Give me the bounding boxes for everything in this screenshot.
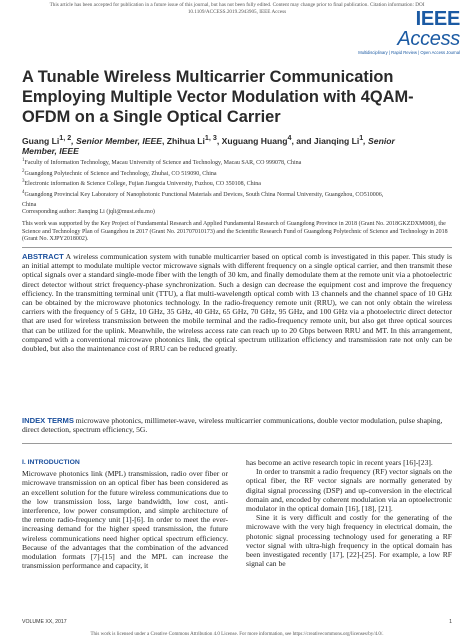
author-list: [22, 133, 452, 157]
footer-volume: VOLUME XX, 2017: [22, 619, 67, 625]
affiliation-3: $^3$Electronic information & Science College, Fujian Jiangxia University, Fuzhou, CO 350108, China: [22, 179, 261, 188]
column-right: [246, 458, 452, 568]
abstract: [22, 252, 452, 353]
divider-top: [22, 247, 452, 248]
author-4-role: , Senior: [363, 135, 395, 146]
intro-paragraph-2: In order to transmit a radio frequency (RF) vector signals on the optical fiber, the RF vector signals are normally generated by digital signal processing (DSP) and up-conversion in the electrical domain and, encoded by coherent modulation via an optoelectronic modulator in the optical domain [16], [18], [21].: [246, 467, 452, 514]
footer-page-number: 1: [449, 619, 452, 625]
affiliation-4-cont: China: [22, 202, 37, 209]
logo-access: Access: [397, 28, 460, 50]
author-4-sup: 1: [359, 134, 364, 142]
author-4: , and Jianqing Li: [291, 135, 360, 146]
abstract-text: A wireless communication system with tunable multicarrier based on optical comb is investigated in this paper. This study is an initial attempt to modulate multiple vector microwave signals with different frequency on a single optical carrier, and then transmit these optical signals over a standard single-mode fiber with the length of 30 km, and finally demodulate them at the remote unit via a photoelectric direct detector without strict frequency-phase synchronization. Such a design can decrease the equipment cost and improve the frequency efficiency. In the transmitting terminal unit (TTU), a flat multi-wavelength optical comb with 13 channels and the channel space of 10 GHz can be obtained by the microwave photonics technology. In the radio-frequency remote unit (RRU), we can not only obtain the wireless carriers with the frequency of 5 GHz, 10 GHz, 35 GHz, 40 GHz, 65 GHz, 70 GHz, 95 GHz, and 100 GHz via a photoelectric direct detector that are used for wireless transmission between the mobile terminal and the radio-frequency remote unit, but also get three optical sources that can be utilized for the uplink. Meanwhile, the wireless access rate can reach up to 20 Gbps between RRU and MT. In this arrangement, compared with a conventional microwave photonics link, the optical spectrum utilization efficiency and transmission rate not only can be doubled, but also the maintenance cost of RRU can be reduced greatly.: [22, 252, 452, 354]
affiliations: [22, 157, 452, 210]
index-terms-label: INDEX TERMS: [22, 416, 74, 425]
column-left: [22, 458, 228, 570]
footer-license: This work is licensed under a Creative Commons Attribution 4.0 License. For more information, see https://creativecommons.org/licenses/by/4.0/.: [90, 632, 384, 637]
corresponding-author: Corresponding author: Jianqing Li (jqli@must.edu.mo): [22, 209, 155, 215]
abstract-label: ABSTRACT: [22, 252, 64, 261]
affiliation-4: $^4$Guangdong Provincial Key Laboratory of Nanophotonic Functional Materials and Devices, South China Normal University, Guangzhou, CO510006,: [22, 189, 384, 198]
ieee-access-logo: [350, 9, 460, 55]
author-2: , Zhihua Li: [161, 135, 205, 146]
index-terms-text: microwave photonics, millimeter-wave, wireless multicarrier communications, double vector modulation, pulse shaping, direct detection, spectrum efficiency, 5G.: [22, 416, 443, 435]
author-role-line-2: Member, IEEE: [22, 146, 79, 157]
section-heading-introduction: I. INTRODUCTION: [22, 459, 80, 466]
intro-paragraph-1: Microwave photonics link (MPL) transmission, radio over fiber or microwave transmission on an optical fiber has been considered as an excellent solution for the future wireless communications due to the low transmission loss, large bandwidth, low cost, anti-interference, low power consumption, and simple architecture of the remote radio-frequency unit [1]-[6]. In order to meet the ever-increasing demand for the higher speed transmission, the future wireless communications need higher optical spectrum efficiency. Because of the advantages that the combination of the advanced modulation formats [7]-[15] and the MPL can increase the transmission performance and capacity, it: [22, 469, 228, 571]
author-1-role: , Senior Member, IEEE: [71, 135, 162, 146]
notice-line-2: 10.1109/ACCESS.2019.2943905, IEEE Access: [187, 8, 287, 15]
logo-ieee: IEEE: [415, 8, 460, 30]
author-3: , Xuguang Huang: [216, 135, 288, 146]
author-2-sup: 1, 3: [204, 134, 217, 142]
logo-tagline: Multidisciplinary | Rapid Review | Open Access Journal: [358, 50, 460, 55]
funding-statement: This work was supported by the Key Project of Fundamental Research and Applied Fundamental Research of Guangdong Province in 2018 (Grant No. 2018GKZDXM008), the Science and Technology Plan of Guangzhou in 2017 (Grant No. 201707010173) and the Scientific Research Fund of Guangdong Polytechnic of Science and Technology in 2018 (Grant No. XJPY2018002).: [22, 221, 448, 243]
affiliation-1: $^1$Faculty of Information Technology, Macau University of Science and Technology, Macau SAR, CO 999078, China: [22, 158, 302, 166]
author-1: Guang Li: [22, 135, 60, 146]
index-terms: [22, 416, 452, 434]
author-1-sup: 1, 2: [59, 134, 72, 142]
notice-line-1: This article has been accepted for publication in a future issue of this journal, but has not been fully edited. Content may change prior to final publication. Citation information: DOI: [49, 2, 425, 8]
affiliation-2: $^2$Guangdong Polytechnic of Science and Technology, Zhuhai, CO 519090, China: [22, 168, 217, 177]
paper-title: A Tunable Wireless Multicarrier Communication Employing Multiple Vector Modulation with 4QAM-OFDM on a Single Optical Carrier: [22, 68, 414, 126]
divider-bottom: [22, 443, 452, 444]
intro-continuation: has become an active research topic in recent years [16]-[23].: [246, 458, 433, 467]
author-3-sup: 4: [287, 134, 292, 142]
intro-paragraph-3: Sine it is very difficult and costly for the generating of the microwave with the very high frequency in electrical domain, the photonic signal processing technology used for generating a RF vector signal with ultra-high frequency in the optical domain has been investigated recently [17], [22]-[25]. For example, a low RF signal can be: [246, 513, 452, 569]
